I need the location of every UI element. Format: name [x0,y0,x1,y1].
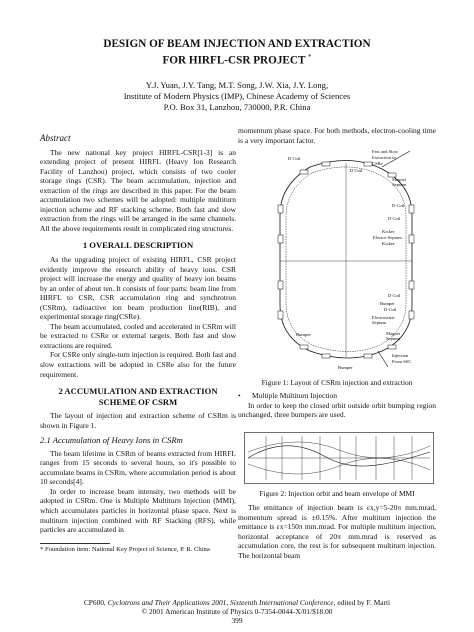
magnet-block [278,235,283,243]
label-from-ssc: From SSC [392,359,412,364]
magnet-block [322,162,330,166]
injection-orbit-curve [248,446,430,466]
label-bumper-3: Bumper [338,365,353,370]
subsection-2-1-heading: 2.1 Accumulation of Heavy Ions in CSRm [40,435,183,446]
label-d-coil-6: D Coil [384,307,397,312]
conference-line [0,598,474,607]
author-block [40,80,434,113]
section-1-heading: 1 OVERALL DESCRIPTION [82,240,194,251]
label-d-coil-4: D Coil [388,216,401,221]
paper-title [40,38,434,68]
label-kicker-1: Kicker [382,229,395,234]
title-line-1: DESIGN OF BEAM INJECTION AND EXTRACTION [103,38,371,50]
author-institute: Institute of Modern Physics (IMP), Chinese Academy of Sciences [123,91,351,101]
beam-envelope-lower [248,458,430,474]
magnet-block [322,354,330,358]
abstract-heading: Abstract [40,133,71,143]
copyright-line: © 2001 American Institute of Physics 0-7354-0044-X/01/$18.00 [141,607,333,616]
title-line-2-text: FOR HIRFL-CSR PROJECT [162,54,306,67]
label-d-coil-3: D Coil [392,203,405,208]
label-kicker-2: Kicker [382,241,395,246]
label-d-coil-2: D Coil [350,168,363,173]
label-magnet-septum-2: Magnet [386,331,401,336]
label-d-coil-1: D Coil [288,156,301,161]
mmi-heading-text: Multiple Multiturn Injection [252,391,337,400]
section-2-paragraph-3: In order to increase beam intensity, two methods will be adopted in CSRm. One is Multiple Multiturn Injection (MMI), which accumulates particles in horizontal phase space. Next is multiturn injection combined with RF Stacking (RFS), while particles are accumulated in [40,486,236,535]
conference-suffix: , edited by F. Marti [333,598,391,607]
magnet-block [278,311,283,319]
conference-prefix: CP600, [83,598,108,607]
figure-2-injection-orbit [244,432,434,484]
label-fast-slow: Fast and Slow [372,149,399,154]
magnet-block [300,170,308,174]
footnote: * Foundation item: National Key Project of Science, P. R. China [40,545,210,553]
section-1-paragraph-3: For CSRe only single-turn injection is required. Both fast and slow extractions will be adopted in CSRe also for the future requirement. [40,350,236,379]
section-2-heading-line-1: 2 ACCUMULATION AND EXTRACTION [58,386,218,397]
page-number: 399 [231,616,243,625]
label-magnet-septum-1: Magnet [392,177,407,182]
label-electrostatic: Electrostatic [372,315,395,320]
section-1-paragraph-2: The beam accumulated, cooled and accelerated in CSRm will be extracted to CSRe or external targets. Both fast and slow extractions are required. [40,321,236,350]
left-column [40,134,236,554]
magnet-block [409,281,414,289]
magnet-block [364,354,372,358]
label-septum: Septum [372,320,387,325]
injection-line [378,351,388,367]
bullet-marker: • [238,391,241,400]
mmi-text: In order to keep the closed orbit outside orbit bumping region unchanged, three bumpers are used. [238,400,436,420]
section-2-heading-line-2: SCHEME OF CSRM [98,396,178,407]
magnet-block [409,205,414,213]
label-bumper-1: Bumper [380,301,395,306]
magnet-block [364,162,372,166]
footnote-rule [40,543,110,544]
label-bumper-2: Bumper [296,332,311,337]
author-address: P.O. Box 31, Lanzhou, 730000, P.R. China [163,102,311,112]
label-d-coil-5: D Coil [388,293,401,298]
label-csre: CSRe [372,161,383,166]
magnet-block [278,281,283,289]
mmi-heading [238,391,436,401]
emittance-paragraph: The emittance of injection beam is εx,y=5-20π mm.mrad, momentum spread is ±0.15%. After multiturn injection the emittance is εx=150π mm.mrad. For multiple multiturn injection, horizontal acceptance of 20π mm.mrad is reserved as accumulation core, the rest is for subsequent multiturn injection. The horizontal beam [238,503,436,560]
page-footer [0,598,474,625]
section-1-paragraph-1: As the upgrading project of existing HIRFL, CSR project evidently improve the research ability of heavy ions. CSR project will increase the energy and quality of heavy ion beams by an order of about ten. It consists of four parts: beam line from HIRFL to CSR, CSR accumulation ring and synchrotron (CSRm), radioactive ion beam production line(RIB), and experimental storage ring(CSRe). [40,254,236,322]
mmi-block [238,391,436,420]
title-line-2 [40,51,434,68]
label-electro-septum: Electro-Septum [373,235,402,240]
right-column-bottom [238,503,436,560]
beam-envelope-upper [248,442,430,458]
section-2-paragraph-1: The layout of injection and extraction scheme of CSRm is shown in Figure 1. [40,411,236,430]
magnet-block [409,311,414,319]
label-extraction-to: Extraction to [372,155,396,160]
section-2-heading [40,386,236,407]
figure-1-ring-layout [260,145,428,373]
figure-1-caption: Figure 1: Layout of CSRm injection and extraction [261,378,413,387]
label-magnet-septum-2b: Septum [386,336,401,341]
label-magnet-septum-1b: Septum [392,182,407,187]
magnet-block [388,345,396,349]
label-injection: Injection [392,353,409,358]
magnet-block [278,205,283,213]
right-column-top [238,126,436,145]
section-2-paragraph-2: The beam lifetime in CSRm of beams extracted from HIRFL ranges from 15 seconds to several hours, so it's possible to accumulate beams in CSRm, where accumulation period is about 10 seconds[4]. [40,448,236,487]
figure-2-caption: Figure 2: Injection orbit and beam envelope of MMI [259,489,415,498]
magnet-block [409,235,414,243]
footnote-marker: * [308,53,312,61]
abstract-text: The new national key project HIRFL-CSR[1-3] is an extending project of present HIRFL (Heavy Ion Research Facility of Lanzhou) project, which consists of two cooler storage rings (CSR). The beam accumulation, injection and extraction of the rings are described in this paper. For the beam accumulation two schemes will be adopted: multiple multiturn injection scheme and RF stacking scheme. Both fast and slow extraction from the rings will be arranged in the same channels. All the above requirements result in complicated ring structures. [40,147,236,233]
conference-name: Cyclotrons and Their Applications 2001, Sixteenth International Conference [107,598,334,607]
author-names: Y.J. Yuan, J.Y. Tang, M.T. Song, J.W. Xia, J.Y. Long, [145,80,329,90]
magnet-block [300,345,308,349]
right-column-intro: momentum phase space. For both methods, electron-cooling time is a very important factor. [238,126,436,145]
